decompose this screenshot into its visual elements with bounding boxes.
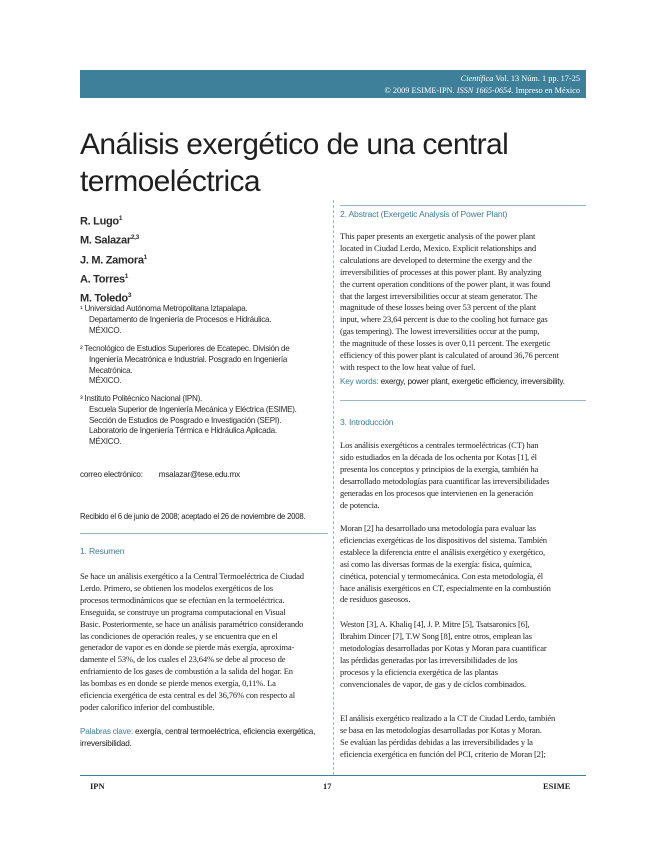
divider xyxy=(340,205,586,206)
volume-info: Vol. 13 Núm. 1 pp. 17-25 xyxy=(493,74,580,83)
footer-rule xyxy=(80,775,586,776)
issn: ISSN 1665-0654. xyxy=(456,86,514,95)
footer-left: IPN xyxy=(90,781,105,791)
author: M. Toledo$^3$ xyxy=(80,292,132,305)
paper-title xyxy=(80,126,580,200)
divider xyxy=(80,533,328,534)
intro-paragraph-4: El análisis exergético realizado a la CT de Ciudad Lerdo, también se basa en las metodologías desarrolladas por Kotas y Moran. Se evalúan las pérdidas debidas a las irreversibilidades y la eficiencia exergética en función del PCI, criterio de Moran [2]; xyxy=(340,713,556,759)
intro-paragraph-1: Los análisis exergéticos a centrales termoeléctricas (CT) han sido estudiados en la década de los ochenta por Kotas [1], él presenta los conceptos y principios de la exergía, también ha desarrollado metodologías para cuantificar las irreversibilidades generadas en los procesos que intervienen en la generación de potencia. xyxy=(340,440,550,510)
section-title-introduccion: 3. Introducción xyxy=(340,417,394,427)
section-title-resumen: 1. Resumen xyxy=(80,546,125,556)
affiliation-1: ¹ Universidad Autónoma Metropolitana Iztapalapa. Departamento de Ingeniería de Procesos e Hidráulica. MÉXICO. xyxy=(80,304,272,335)
abstract-body: This paper presents an exergetic analysis of the power plant located in Ciudad Lerdo, Mexico. Explicit relationships and calculations are developed to determine the exergy and the irreversibilities of processes at this power plant. By analyzing the current operation conditions of the power plant, it was found that the largest irreversibilities occur at steam generator. The magnitude of these losses being over 53 percent of the plant input, where 23,64 percent is due to the cooling hot furnace gas (gas tempering). The lowest irreversilities occur at the pump, the magnitude of these losses is over 0,11 percent. The exergetic efficiency of this power plant is calculated of around 36,76 percent with respect to the low heat value of fuel. xyxy=(340,231,559,372)
journal-name: Científica xyxy=(460,74,494,83)
author: R. Lugo$^1$ xyxy=(80,215,123,228)
keywords-label: Palabras clave: xyxy=(80,727,133,736)
copyright: © 2009 ESIME-IPN. xyxy=(384,86,457,95)
resumen-keywords: Palabras clave: exergía, central termoeléctrica, eficiencia exergética, irreversibilidad. xyxy=(80,727,316,748)
printed-in: Impreso en México xyxy=(513,86,580,95)
title-line: Análisis exergético de una central xyxy=(80,128,509,161)
page-number: 17 xyxy=(323,781,332,791)
journal-header-line1 xyxy=(461,74,580,83)
affiliation-2: ² Tecnológico de Estudios Superiores de Ecatepec. División de Ingeniería Mecatrónica e Industrial. Posgrado en Ingeniería Mecatrónica. MÉXICO. xyxy=(80,344,290,386)
divider xyxy=(340,400,586,401)
footer-right: ESIME xyxy=(543,781,571,791)
abstract-keywords: Key words: exergy, power plant, exergetic efficiency, irreversibility. xyxy=(340,377,565,386)
column-divider xyxy=(333,200,334,775)
resumen-body: Se hace un análisis exergético a la Central Termoeléctrica de Ciudad Lerdo. Primero, se obtienen los modelos exergéticos de los procesos termodinámicos que se efectúan en la termoeléctrica. Enseguida, se construye un programa computacional en Visual Basic. Posteriormente, se hace un análisis paramétrico considerando las condiciones de operación reales, y se encuentra que en el generador de vapor es en donde se pierde más exergía, aproxima- damente el 53%, de los cuales el 23,64% se debe al proceso de enfriamiento de los gases de combustión a la salida del hogar. En las bombas es en donde se pierde menos exergía, 0,11%. La eficiencia exergética de esta central es del 36,76% con respecto al poder calorífico inferior del combustible. xyxy=(80,571,304,712)
received-date: Recibido el 6 de junio de 2008; aceptado el 26 de noviembre de 2008. xyxy=(80,512,306,521)
author: M. Salazar$^{2,3}$ xyxy=(80,234,139,247)
author-list xyxy=(80,211,147,307)
author: A. Torres$^1$ xyxy=(80,272,129,286)
intro-paragraph-3: Weston [3], A. Khaliq [4], J. P. Mitre [5], Tsatsaronics [6], Ibrahim Dincer [7], T.W Song [8], entre otros, emplean las metodologías desarrolladas por Kotas y Moran para cuantificar las pérdidas generadas por las irreversibilidades de los procesos y la eficiencia exergética de las plantas convencionales de vapor, de gas y de ciclos combinados. xyxy=(340,619,547,689)
author: J. M. Zamora$^1$ xyxy=(80,253,147,267)
email-address[interactable]: msalazar@tese.edu.mx xyxy=(158,470,240,479)
journal-header-line2 xyxy=(384,86,580,95)
contact-email xyxy=(80,470,240,479)
affiliation-3: ³ Instituto Politécnico Nacional (IPN). Escuela Superior de Ingeniería Mecánica y Eléctrica (ESIME). Sección de Estudios de Posgrado e Investigación (SEPI). Laboratorio de Ingeniería Térmica e Hidráulica Aplicada. MÉXICO. xyxy=(80,394,297,447)
email-label: correo electrónico: xyxy=(80,470,143,479)
intro-paragraph-2: Moran [2] ha desarrollado una metodología para evaluar las eficiencias exergéticas de los dispositivos del sistema. También establece la diferencia entre el análisis exergético y exergético, así como las diversas formas de la exergía: física, química, cinética, potencial y termomecánica. Con esta metodología, él hace análisis exergéticos en CT, especialmente en la combustión de residuos gaseosos. xyxy=(340,523,551,605)
section-title-abstract: 2. Abstract (Exergetic Analysis of Power Plant) xyxy=(340,209,508,219)
title-line: termoeléctrica xyxy=(80,165,260,198)
keywords-label: Key words: xyxy=(340,377,379,386)
